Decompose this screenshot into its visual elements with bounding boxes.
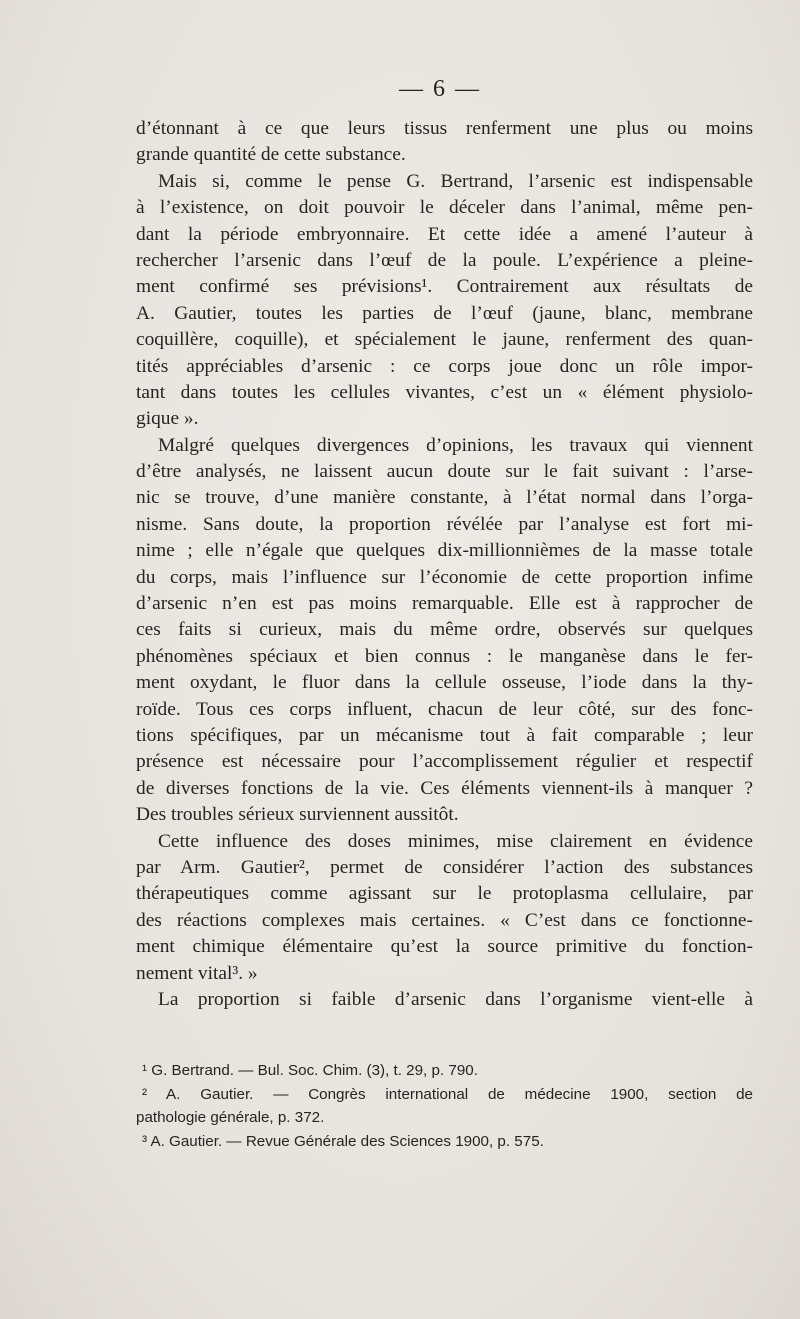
text-line: ment chimique élémentaire qu’est la source primitive du fonction-	[136, 936, 753, 958]
text-line: par Arm. Gautier², permet de considérer l’action des substances	[136, 856, 753, 878]
text-line: nement vital³. »	[136, 962, 258, 984]
footnote-3: ³ A. Gautier. — Revue Générale des Sciences 1900, p. 575.	[142, 1132, 544, 1150]
text-line: grande quantité de cette substance.	[136, 144, 406, 166]
text-line: d’être analysés, ne laissent aucun doute sur le fait suivant : l’arse-	[136, 461, 753, 483]
text-line: coquillère, coquille), et spécialement le jaune, renferment des quan-	[136, 329, 753, 351]
text-line: rechercher l’arsenic dans l’œuf de la poule. L’expérience a pleine-	[136, 249, 753, 271]
text-line: présence est nécessaire pour l’accomplissement régulier et respectif	[136, 751, 753, 773]
text-line: tions spécifiques, par un mécanisme tout à fait comparable ; leur	[136, 724, 753, 746]
text-line: nisme. Sans doute, la proportion révélée par l’analyse est fort mi-	[136, 513, 753, 535]
text-line: tant dans toutes les cellules vivantes, c’est un « élément physiolo-	[136, 381, 753, 403]
text-line: nic se trouve, d’une manière constante, à l’état normal dans l’orga-	[136, 487, 753, 509]
text-line: thérapeutiques comme agissant sur le protoplasma cellulaire, par	[136, 883, 753, 905]
text-line: tités appréciables d’arsenic : ce corps joue donc un rôle impor-	[136, 355, 753, 377]
footnote-2-continuation: pathologie générale, p. 372.	[136, 1109, 325, 1126]
text-line: de diverses fonctions de la vie. Ces éléments viennent-ils à manquer ?	[136, 777, 753, 799]
text-line: Cette influence des doses minimes, mise clairement en évidence	[158, 830, 753, 852]
text-line: Mais si, comme le pense G. Bertrand, l’arsenic est indispensable	[158, 170, 753, 192]
text-line: A. Gautier, toutes les parties de l’œuf (jaune, blanc, membrane	[136, 302, 753, 324]
text-line: ces faits si curieux, mais du même ordre, observés sur quelques	[136, 619, 753, 641]
page-number: — 6 —	[399, 76, 481, 102]
text-line: du corps, mais l’influence sur l’économie de cette proportion infime	[136, 566, 753, 588]
text-line: ment confirmé ses prévisions¹. Contrairement aux résultats de	[136, 276, 753, 298]
footnotes	[136, 1059, 753, 1153]
text-line: dant la période embryonnaire. Et cette idée a amené l’auteur à	[136, 223, 753, 245]
text-line: à l’existence, on doit pouvoir le déceler dans l’animal, même pen-	[136, 197, 753, 219]
text-line: gique ».	[136, 408, 199, 430]
text-line: phénomènes spéciaux et bien connus : le manganèse dans le fer-	[136, 645, 753, 667]
text-line: nime ; elle n’égale que quelques dix-millionnièmes de la masse totale	[136, 540, 753, 562]
body-text	[136, 116, 753, 1013]
text-line: Des troubles sérieux surviennent aussitôt.	[136, 804, 459, 826]
text-line: Malgré quelques divergences d’opinions, les travaux qui viennent	[158, 434, 753, 456]
text-line: roïde. Tous ces corps influent, chacun de leur côté, sur des fonc-	[136, 698, 753, 720]
footnote-2: ² A. Gautier. — Congrès international de médecine 1900, section de	[142, 1085, 753, 1103]
text-line: d’étonnant à ce que leurs tissus renferment une plus ou moins	[136, 118, 753, 139]
text-line: d’arsenic n’en est pas moins remarquable. Elle est à rapprocher de	[136, 593, 753, 615]
footnote-1: ¹ G. Bertrand. — Bul. Soc. Chim. (3), t. 29, p. 790.	[142, 1062, 478, 1079]
text-line: des réactions complexes mais certaines. « C’est dans ce fonctionne-	[136, 909, 753, 931]
text-line: ment oxydant, le fluor dans la cellule osseuse, l’iode dans la thy-	[136, 672, 753, 694]
text-line: La proportion si faible d’arsenic dans l’organisme vient-elle à	[158, 988, 753, 1010]
